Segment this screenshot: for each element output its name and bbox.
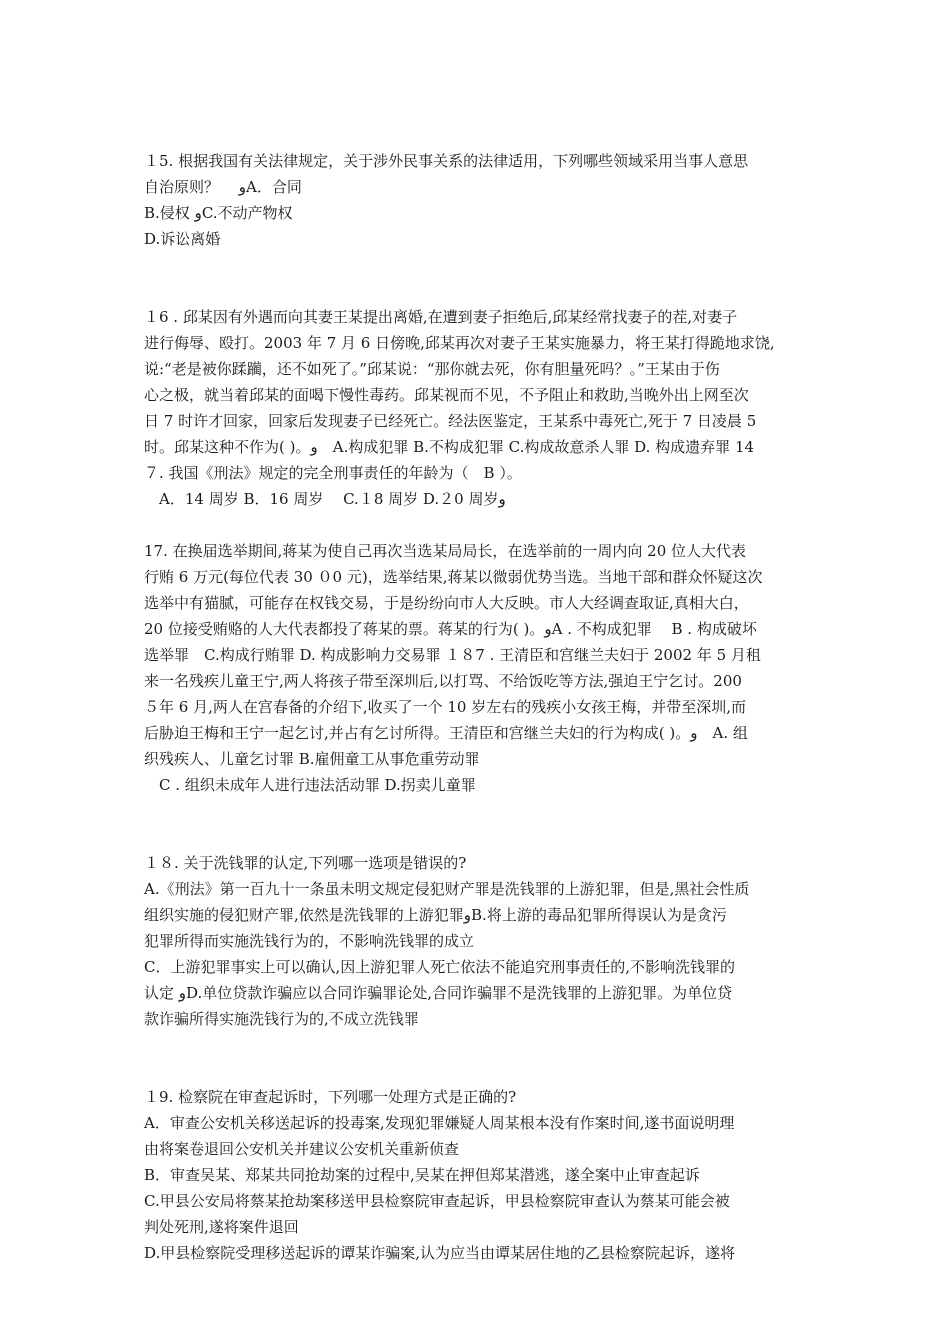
text-line: 判处死刑,遂将案件退回: [144, 1218, 299, 1236]
text-line: １８. 关于洗钱罪的认定,下列哪一选项是错误的?: [144, 854, 467, 872]
paragraph-gap: [144, 512, 816, 538]
text-line: 说:“老是被你蹂躏，还不如死了。”邱某说：“那你就去死，你有胆量死吗？。”王某由于伤: [144, 360, 720, 378]
text-line: 款诈骗所得实施洗钱行为的,不成立洗钱罪: [144, 1010, 419, 1028]
text-line: 后胁迫王梅和王宁一起乞讨,并占有乞讨所得。王清臣和宫继兰夫妇的行为构成( )。ﻭ A. 组: [144, 724, 748, 742]
text-line: 20 位接受贿赂的人大代表都投了蒋某的票。蒋某的行为( )。ﻭA . 不构成犯罪 B . 构成破坏: [144, 620, 757, 638]
text-line: 进行侮辱、殴打。2003 年 7 月 6 日傍晚,邱某再次对妻子王某实施暴力，将王某打得跪地求饶,: [144, 334, 775, 352]
text-line: 自治原则？ ﻭA．合同: [144, 178, 302, 196]
text-line: ５年 6 月,两人在宫春备的介绍下,收买了一个 10 岁左右的残疾小女孩王梅，并带至深圳,而: [144, 698, 747, 716]
text-line: D.甲县检察院受理移送起诉的谭某诈骗案,认为应当由谭某居住地的乙县检察院起诉，遂将: [144, 1244, 736, 1262]
text-line: 认定 ﻭD.单位贷款诈骗应以合同诈骗罪论处,合同诈骗罪不是洗钱罪的上游犯罪。为单位贷: [144, 984, 733, 1002]
question-15: [144, 148, 816, 252]
text-line: A.《刑法》第一百九十一条虽未明文规定侵犯财产罪是洗钱罪的上游犯罪，但是,黑社会性质: [144, 880, 750, 898]
text-line: 由将案卷退回公安机关并建议公安机关重新侦查: [144, 1140, 460, 1158]
text-line: C.甲县公安局将蔡某抢劫案移送甲县检察院审查起诉，甲县检察院审查认为蔡某可能会被: [144, 1192, 730, 1210]
question-18: [144, 850, 816, 1032]
text-line: １9. 检察院在审查起诉时，下列哪一处理方式是正确的?: [144, 1088, 517, 1106]
question-19: [144, 1084, 816, 1266]
text-line: 17. 在换届选举期间,蒋某为使自己再次当选某局局长，在选举前的一周内向 20 位人大代表: [144, 542, 747, 560]
text-line: D.诉讼离婚: [144, 230, 221, 248]
text-line: 选举罪 C.构成行贿罪 D. 构成影响力交易罪 １８7 . 王清臣和宫继兰夫妇于 2002 年 5 月租: [144, 646, 761, 664]
text-line: 心之极，就当着邱某的面喝下慢性毒药。邱某视而不见，不予阻止和救助,当晚外出上网至次: [144, 386, 749, 404]
text-line: A．审查公安机关移送起诉的投毒案,发现犯罪嫌疑人周某根本没有作案时间,遂书面说明理: [144, 1114, 735, 1132]
paragraph-gap: [144, 1032, 816, 1084]
text-line: 行贿 6 万元(每位代表 30 ０0 元)，选举结果,蒋某以微弱优势当选。当地干部和群众怀疑这次: [144, 568, 763, 586]
text-line: B.侵权 ﻭC.不动产物权: [144, 204, 293, 222]
text-line: B．审查吴某、郑某共同抢劫案的过程中,吴某在押但郑某潜逃，遂全案中止审查起诉: [144, 1166, 700, 1184]
question-16: [144, 304, 816, 512]
text-line: ７. 我国《刑法》规定的完全刑事责任的年龄为（ B ）。: [144, 464, 522, 482]
text-line: 织残疾人、儿童乞讨罪 B.雇佣童工从事危重劳动罪: [144, 750, 480, 768]
text-line: 选举中有猫腻，可能存在权钱交易，于是纷纷向市人大反映。市人大经调查取证,真相大白，: [144, 594, 749, 612]
text-line: C . 组织未成年人进行违法活动罪 D.拐卖儿童罪: [144, 776, 476, 794]
text-line: 时。邱某这种不作为( )。ﻭ A.构成犯罪 B.不构成犯罪 C.构成故意杀人罪 D. 构成遗弃罪 14: [144, 438, 755, 456]
text-line: 组织实施的侵犯财产罪,依然是洗钱罪的上游犯罪ﻭB.将上游的毒品犯罪所得误认为是贪污: [144, 906, 727, 924]
text-line: C．上游犯罪事实上可以确认,因上游犯罪人死亡依法不能追究刑事责任的,不影响洗钱罪的: [144, 958, 736, 976]
text-line: 犯罪所得而实施洗钱行为的，不影响洗钱罪的成立: [144, 932, 475, 950]
text-line: 日 7 时许才回家，回家后发现妻子已经死亡。经法医鉴定，王某系中毒死亡,死于 7 日凌晨 5: [144, 412, 757, 430]
paragraph-gap: [144, 798, 816, 850]
text-line: A．14 周岁 B．16 周岁 C.１8 周岁 D.２0 周岁ﻭ: [144, 490, 506, 508]
question-17: [144, 538, 816, 798]
paragraph-gap: [144, 252, 816, 304]
text-line: １5. 根据我国有关法律规定，关于涉外民事关系的法律适用，下列哪些领域采用当事人意思: [144, 152, 749, 170]
text-line: １6 . 邱某因有外遇而向其妻王某提出离婚,在遭到妻子拒绝后,邱某经常找妻子的茬,对妻子: [144, 308, 738, 326]
document-body: [144, 148, 816, 1266]
text-line: 来一名残疾儿童王宁,两人将孩子带至深圳后,以打骂、不给饭吃等方法,强迫王宁乞讨。200: [144, 672, 742, 690]
